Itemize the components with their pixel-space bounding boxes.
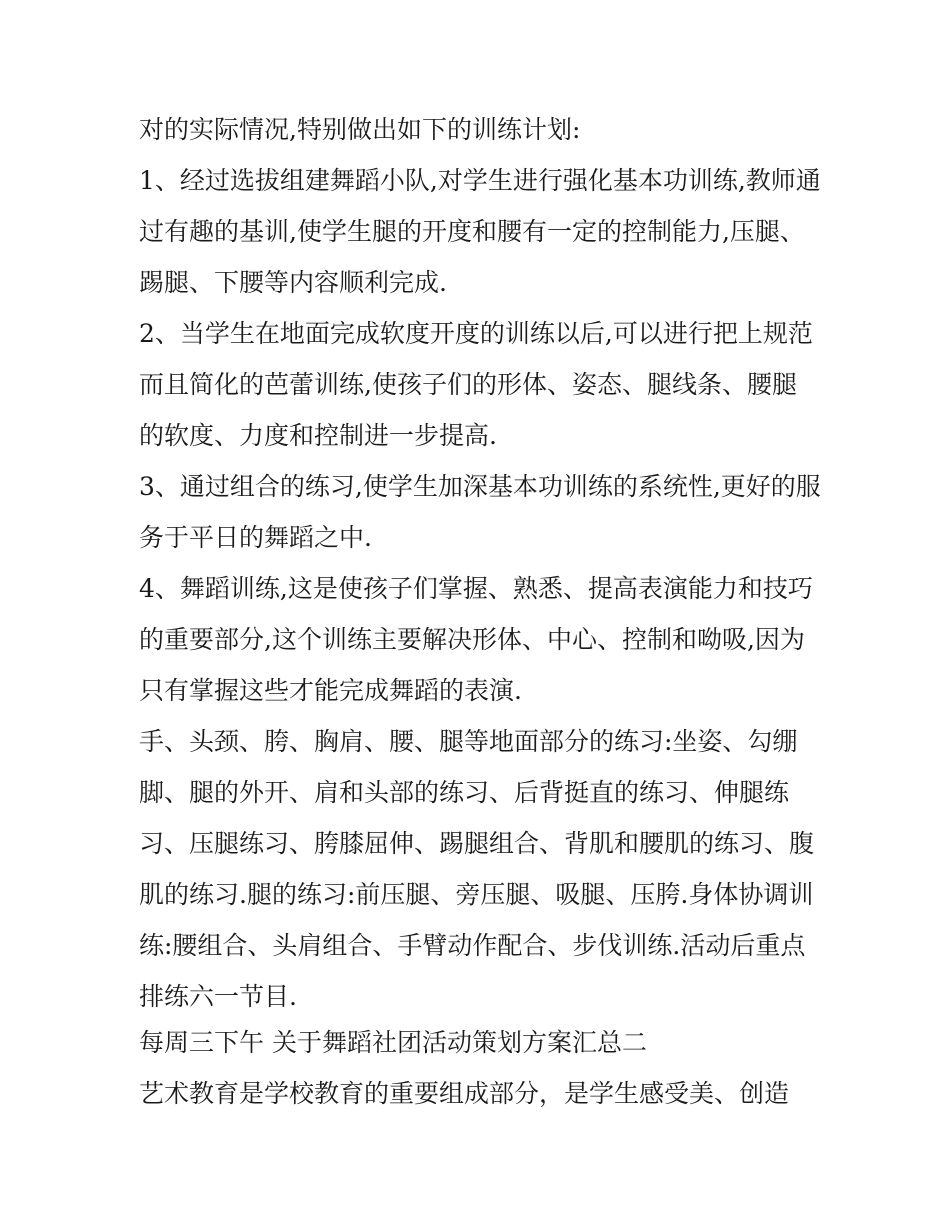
text-line: 而且简化的芭蕾训练,使孩子们的形体、姿态、腿线条、腰腿 xyxy=(139,370,797,399)
text-line: 的重要部分,这个训练主要解决形体、中心、控制和呦吸,因为 xyxy=(139,625,805,654)
text-line: 脚、腿的外开、肩和头部的练习、后背挺直的练习、伸腿练 xyxy=(139,778,790,807)
text-line: 务于平日的舞蹈之中. xyxy=(139,523,372,552)
text-line: 对的实际情况,特别做出如下的训练计划: xyxy=(139,115,581,144)
section-heading: 每周三下午 关于舞蹈社团活动策划方案汇总二 xyxy=(139,1028,647,1057)
text-line: 1、经过选拔组建舞蹈小队,对学生进行强化基本功训练,教师通 xyxy=(139,166,821,195)
text-line: 4、舞蹈训练,这是使孩子们掌握、熟悉、提高表演能力和技巧 xyxy=(139,574,813,603)
text-line: 的软度、力度和控制进一步提高. xyxy=(139,421,497,450)
text-line: 习、压腿练习、胯膝屈伸、踢腿组合、背肌和腰肌的练习、腹 xyxy=(139,829,815,858)
text-line: 手、头颈、胯、胸肩、腰、腿等地面部分的练习:坐姿、勾绷 xyxy=(139,727,798,756)
text-line: 踢腿、下腰等内容顺利完成. xyxy=(139,268,447,297)
text-line: 艺术教育是学校教育的重要组成部分，是学生感受美、创造 xyxy=(139,1079,790,1108)
text-line: 3、通过组合的练习,使学生加深基本功训练的系统性,更好的服 xyxy=(139,472,821,501)
text-line: 练:腰组合、头肩组合、手臂动作配合、步伐训练.活动后重点 xyxy=(139,931,806,960)
text-line: 排练六一节目. xyxy=(139,982,297,1011)
text-line: 过有趣的基训,使学生腿的开度和腰有一定的控制能力,压腿、 xyxy=(139,217,805,246)
text-line: 只有掌握这些才能完成舞蹈的表演. xyxy=(139,676,522,705)
text-line: 2、当学生在地面完成软度开度的训练以后,可以进行把上规范 xyxy=(139,319,813,348)
text-line: 肌的练习.腿的练习:前压腿、旁压腿、吸腿、压胯.身体协调训 xyxy=(139,880,814,909)
